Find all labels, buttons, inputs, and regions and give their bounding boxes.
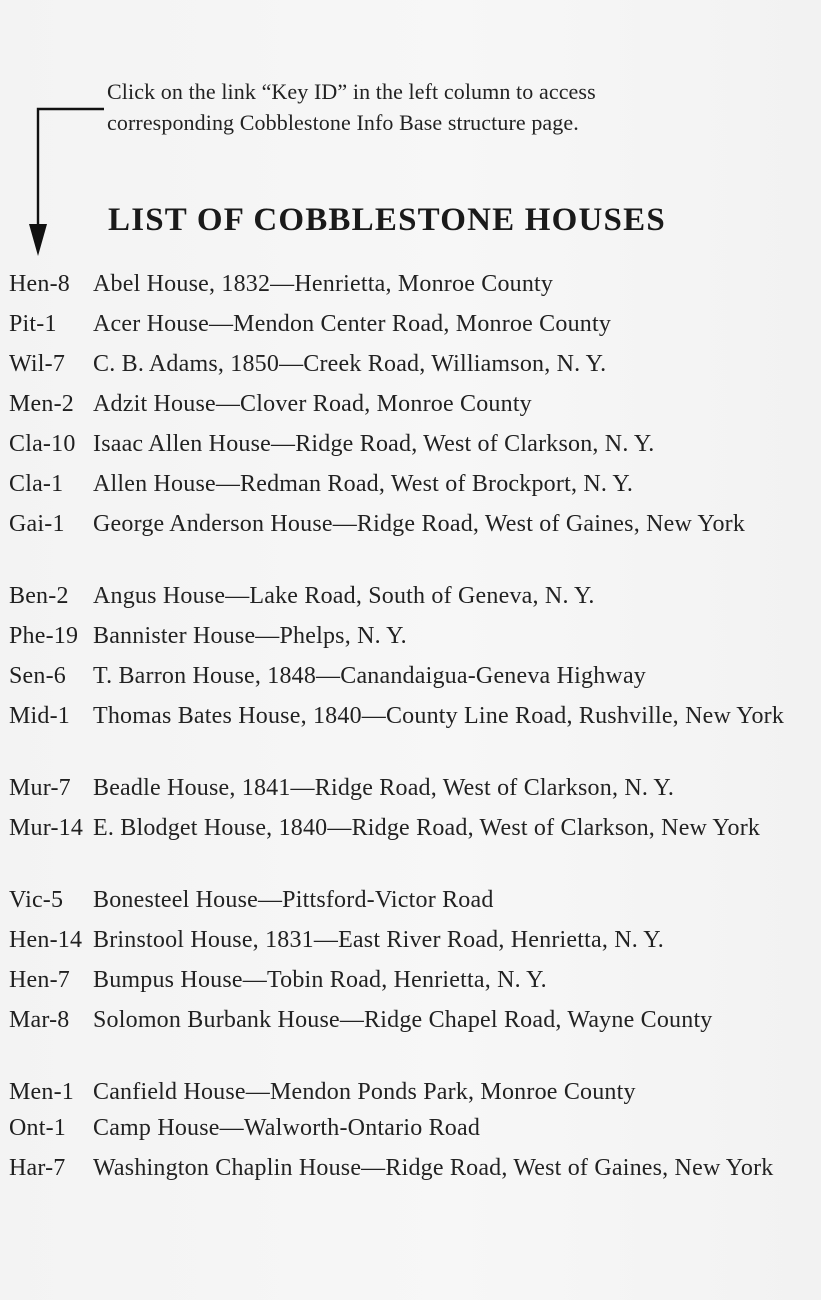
key-id-link[interactable]: Mid-1 bbox=[9, 703, 70, 729]
key-id-link[interactable]: Hen-7 bbox=[9, 967, 70, 993]
list-item bbox=[9, 772, 749, 812]
list-item bbox=[9, 508, 749, 580]
key-id-link[interactable]: Cla-10 bbox=[9, 431, 76, 457]
house-description: T. Barron House, 1848—Canandaigua-Geneva Highway bbox=[93, 663, 646, 689]
key-id-link[interactable]: Sen-6 bbox=[9, 663, 66, 689]
house-description: George Anderson House—Ridge Road, West of Gaines, New York bbox=[93, 511, 746, 537]
list-item bbox=[9, 620, 749, 660]
list-item bbox=[9, 348, 749, 388]
list-item bbox=[9, 1152, 774, 1224]
key-id-link[interactable]: Men-1 bbox=[9, 1079, 74, 1105]
key-id-link[interactable]: Mur-14 bbox=[9, 815, 84, 841]
key-id-link[interactable]: Ont-1 bbox=[9, 1115, 66, 1141]
key-id-link[interactable]: Hen-14 bbox=[9, 927, 83, 953]
house-description: Bumpus House—Tobin Road, Henrietta, N. Y. bbox=[93, 967, 547, 993]
arrow-down-icon bbox=[26, 100, 116, 260]
house-description: Angus House—Lake Road, South of Geneva, N. Y. bbox=[93, 583, 595, 609]
key-id-link[interactable]: Gai-1 bbox=[9, 511, 65, 537]
house-description: Beadle House, 1841—Ridge Road, West of Clarkson, N. Y. bbox=[93, 775, 675, 801]
list-item bbox=[9, 308, 749, 348]
list-item bbox=[9, 884, 749, 924]
house-description: Abel House, 1832—Henrietta, Monroe County bbox=[93, 271, 554, 297]
list-item bbox=[9, 428, 749, 468]
house-description: Canfield House—Mendon Ponds Park, Monroe County bbox=[93, 1079, 636, 1105]
key-id-link[interactable]: Hen-8 bbox=[9, 271, 70, 297]
list-item bbox=[9, 580, 749, 620]
list-item bbox=[9, 812, 761, 884]
house-description: C. B. Adams, 1850—Creek Road, Williamson, N. Y. bbox=[93, 351, 607, 377]
key-id-link[interactable]: Mur-7 bbox=[9, 775, 71, 801]
list-item bbox=[9, 388, 749, 428]
key-id-link[interactable]: Mar-8 bbox=[9, 1007, 70, 1033]
house-description: Thomas Bates House, 1840—County Line Road, Rushville, New York bbox=[93, 703, 785, 729]
house-description: Solomon Burbank House—Ridge Chapel Road, Wayne County bbox=[93, 1007, 713, 1033]
house-description: Bonesteel House—Pittsford-Victor Road bbox=[93, 887, 494, 913]
house-description: Bannister House—Phelps, N. Y. bbox=[93, 623, 407, 649]
instruction-line-2: corresponding Cobblestone Info Base structure page. bbox=[107, 110, 579, 135]
house-description: E. Blodget House, 1840—Ridge Road, West of Clarkson, New York bbox=[93, 815, 761, 841]
list-item bbox=[9, 468, 749, 508]
key-id-link[interactable]: Pit-1 bbox=[9, 311, 57, 337]
list-item bbox=[9, 924, 749, 964]
key-id-link[interactable]: Vic-5 bbox=[9, 887, 64, 913]
list-item bbox=[9, 660, 749, 700]
house-description: Brinstool House, 1831—East River Road, Henrietta, N. Y. bbox=[93, 927, 664, 953]
list-item bbox=[9, 1076, 749, 1112]
page-title: LIST OF COBBLESTONE HOUSES bbox=[108, 202, 666, 238]
house-description: Camp House—Walworth-Ontario Road bbox=[93, 1115, 481, 1141]
instruction-line-1: Click on the link “Key ID” in the left column to access bbox=[107, 79, 596, 104]
key-id-link[interactable]: Ben-2 bbox=[9, 583, 69, 609]
house-description: Adzit House—Clover Road, Monroe County bbox=[93, 391, 532, 417]
list-item bbox=[9, 268, 749, 308]
house-description: Acer House—Mendon Center Road, Monroe County bbox=[93, 311, 612, 337]
list-item bbox=[9, 700, 785, 772]
house-description: Isaac Allen House—Ridge Road, West of Clarkson, N. Y. bbox=[93, 431, 655, 457]
house-description: Allen House—Redman Road, West of Brockport, N. Y. bbox=[93, 471, 634, 497]
list-item bbox=[9, 1112, 749, 1152]
list-item bbox=[9, 1004, 749, 1076]
key-id-link[interactable]: Cla-1 bbox=[9, 471, 64, 497]
key-id-link[interactable]: Wil-7 bbox=[9, 351, 66, 377]
list-item bbox=[9, 964, 749, 1004]
instruction-note bbox=[107, 76, 767, 138]
key-id-link[interactable]: Phe-19 bbox=[9, 623, 79, 649]
house-list bbox=[9, 268, 785, 1224]
key-id-link[interactable]: Men-2 bbox=[9, 391, 74, 417]
key-id-link[interactable]: Har-7 bbox=[9, 1155, 66, 1181]
house-description: Washington Chaplin House—Ridge Road, West of Gaines, New York bbox=[93, 1155, 774, 1181]
